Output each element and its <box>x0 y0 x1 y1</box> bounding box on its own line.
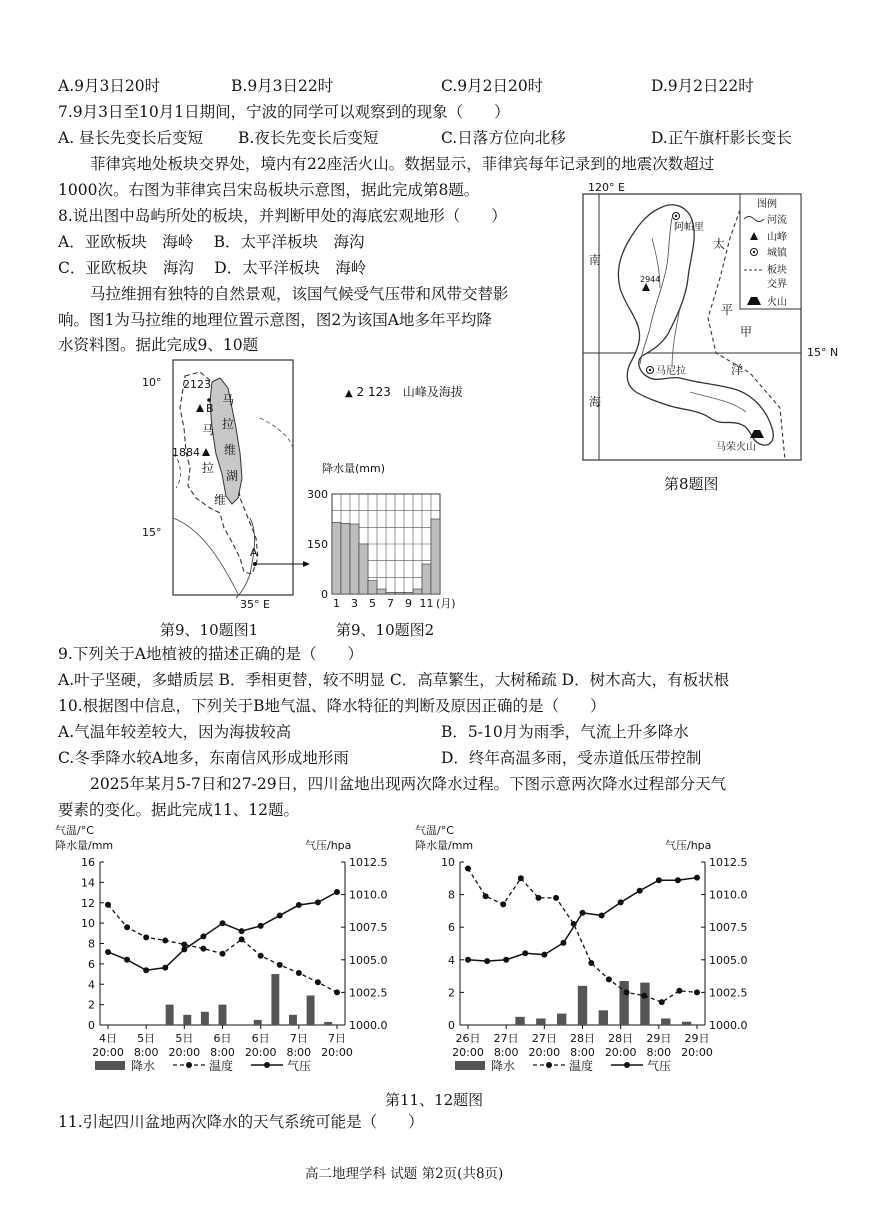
wc1-pressure-point <box>296 902 302 908</box>
wc2-ytick-left: 4 <box>448 953 455 967</box>
precip-bar <box>341 523 350 594</box>
legend-town: 城镇 <box>767 248 787 259</box>
q11-stem: 11.引起四川盆地两次降水的天气系统可能是（ ） <box>58 1113 424 1131</box>
q8-options-ab: A．亚欧板块 海岭 B．太平洋板块 海沟 <box>58 233 365 251</box>
wc1-ytick-right: 1005.0 <box>349 953 388 967</box>
wc1-ytick-left: 4 <box>88 978 95 992</box>
precip-xtick: 5 <box>369 597 376 610</box>
wc2-pressure-point <box>541 952 547 958</box>
wc1-legend-temp-dot <box>186 1062 192 1068</box>
ocean-2: 平 <box>721 303 734 317</box>
intro8-line1: 菲律宾地处板块交界处，境内有22座活火山。数据显示，菲律宾每年记录到的地震次数超过 <box>90 155 715 173</box>
wc2-xtick-time: 20:00 <box>452 1046 484 1059</box>
wc1-pressure-point <box>105 949 111 955</box>
wc1-temp-point <box>315 979 321 985</box>
precip-xtick: 7 <box>387 597 394 610</box>
wc1-ytick-left: 10 <box>81 917 95 931</box>
wc2-legend-precip: 降水 <box>491 1059 516 1073</box>
wc1-ytick-left: 8 <box>88 937 95 951</box>
peak-2123-icon <box>196 404 204 412</box>
precip-bar <box>359 544 368 594</box>
wc1-xtick-time: 8:00 <box>133 1046 159 1059</box>
wc1-temp-point <box>334 989 340 995</box>
wc2-precip-bar <box>557 1014 566 1025</box>
precip-xlabel: (月) <box>436 597 456 610</box>
wc2-precip-bar <box>578 986 587 1025</box>
wc2-precip-bar <box>599 1010 608 1025</box>
precip-bar <box>368 581 377 594</box>
wc1-ylabel-temp: 气温/°C <box>55 824 94 837</box>
wc1-legend-pressure: 气压 <box>287 1059 312 1073</box>
wc1-precip-bar <box>219 1005 227 1025</box>
precip-bar <box>413 589 422 594</box>
wc1-ytick-left: 14 <box>81 876 95 890</box>
wc2-legend-pressure-dot <box>624 1062 630 1068</box>
legend-river: 河流 <box>767 215 787 226</box>
wc1-precip-bar <box>271 974 279 1025</box>
peak-1884-icon <box>202 448 210 456</box>
wc1-xtick-time: 8:00 <box>210 1046 235 1059</box>
precip-chart <box>300 460 470 610</box>
wc1-temp-point <box>239 936 245 942</box>
wc2-temp-point <box>694 989 700 995</box>
wc2-ytick-left: 0 <box>448 1019 455 1032</box>
peak-legend-icon: ▲ <box>345 388 353 399</box>
wc2-temp-point <box>641 993 647 999</box>
wc1-ytick-right: 1000.0 <box>349 1019 388 1032</box>
legend-title: 图例 <box>757 199 777 210</box>
wc1-temp-line <box>108 905 337 993</box>
wc1-precip-bar <box>201 1012 209 1025</box>
wc2-xtick-day: 28日 <box>570 1032 595 1045</box>
wc1-xtick-time: 20:00 <box>168 1046 201 1059</box>
wc1-temp-point <box>220 951 226 957</box>
weather-chart-2 <box>415 822 785 1082</box>
peak-1884: 1884 <box>172 446 200 459</box>
wc1-ytick-right: 1012.5 <box>349 856 388 869</box>
wc2-legend-precip-swatch <box>455 1061 485 1070</box>
wc1-pressure-point <box>162 965 168 971</box>
wc1-precip-bar <box>254 1020 262 1025</box>
wc1-ytick-left: 0 <box>88 1019 95 1032</box>
legend-volcano: 火山 <box>767 297 787 308</box>
wc1-temp-point <box>296 970 302 976</box>
wc2-ylabel-pressure: 气压/hpa <box>665 839 712 852</box>
wc1-xtick-day: 6日 <box>251 1032 270 1045</box>
lake-char-3: 维 <box>224 443 237 457</box>
precip-bar <box>395 592 404 594</box>
fig9-caption2: 第9、10题图2 <box>336 621 435 639</box>
lat-10-label: 10° <box>142 376 162 389</box>
peak-legend-text: 2 123 山峰及海拔 <box>356 385 463 399</box>
q10-option-d: D．终年高温多雨，受赤道低压带控制 <box>441 749 702 767</box>
lake-char-4: 湖 <box>226 469 239 483</box>
wc1-xtick-time: 20:00 <box>321 1046 353 1059</box>
wc2-pressure-point <box>465 957 471 963</box>
wc1-temp-point <box>162 937 168 943</box>
wc2-xtick-time: 8:00 <box>570 1046 595 1059</box>
wc2-pressure-point <box>618 899 624 905</box>
wc1-legend-temp: 温度 <box>209 1059 234 1073</box>
wc2-xtick-day: 27日 <box>493 1032 519 1045</box>
q10-option-b: B．5-10月为雨季，气流上升多降水 <box>441 723 689 741</box>
ocean-1: 太 <box>713 237 726 251</box>
lake-char-2: 拉 <box>222 417 235 431</box>
wc1-precip-bar <box>307 995 315 1025</box>
precip-xtick: 11 <box>419 597 434 610</box>
wc1-temp-point <box>200 946 206 952</box>
wc2-pressure-point <box>560 940 566 946</box>
wc1-pressure-point <box>124 957 130 963</box>
precip-bar <box>350 524 359 594</box>
intro11-line1: 2025年某月5-7日和27-29日，四川盆地出现两次降水过程。下图示意两次降水过程部分天气 <box>90 775 727 793</box>
q9-stem: 9.下列关于A地植被的描述正确的是（ ） <box>58 645 363 663</box>
wc1-xtick-day: 6日 <box>213 1032 232 1045</box>
wc2-pressure-point <box>656 877 662 883</box>
wc2-xtick-day: 27日 <box>531 1032 557 1045</box>
wc2-temp-point <box>676 988 682 994</box>
wc1-pressure-point <box>315 899 321 905</box>
wc1-xtick-time: 8:00 <box>286 1046 312 1059</box>
wc2-pressure-point <box>599 912 605 918</box>
wc2-xtick-day: 29日 <box>684 1032 710 1045</box>
wc1-pressure-line <box>108 892 337 970</box>
wc1-pressure-point <box>220 920 226 926</box>
wc2-legend-temp: 温度 <box>569 1059 594 1073</box>
wc1-xtick-time: 20:00 <box>92 1046 124 1059</box>
wc2-temp-point <box>606 976 612 982</box>
precip-bar <box>431 519 440 594</box>
peak-legend <box>345 383 463 400</box>
wc1-pressure-point <box>181 946 187 952</box>
precip-ylabel: 降水量(mm) <box>322 462 386 475</box>
wc2-xtick-day: 26日 <box>455 1032 481 1045</box>
q10-option-a: A.气温年较差较大，因为海拔较高 <box>58 723 292 741</box>
q7-option-b: B.夜长先变长后变短 <box>238 129 379 147</box>
wc2-temp-point <box>518 875 524 881</box>
legend-plate: 板块 <box>767 265 787 276</box>
wc2-temp-point <box>588 960 594 966</box>
precip-bar <box>386 592 395 594</box>
south-sea-2: 海 <box>589 395 602 409</box>
precip-xtick: 9 <box>405 597 412 610</box>
wc2-xtick-day: 28日 <box>608 1032 634 1045</box>
intro9-line1: 马拉维拥有独特的自然景观，该国气候受气压带和风带交替影 <box>90 285 509 303</box>
wc1-precip-bar <box>183 1015 191 1025</box>
wc2-ytick-right: 1012.5 <box>709 856 748 869</box>
wc2-temp-line <box>468 869 697 1003</box>
wc1-ytick-left: 12 <box>81 896 95 910</box>
malawi-map <box>140 358 310 613</box>
wc2-precip-bar <box>640 983 649 1025</box>
weather-chart-1 <box>55 822 425 1082</box>
lake-char-1: 马 <box>222 393 235 407</box>
wc1-ytick-left: 16 <box>81 856 95 869</box>
wc1-temp-point <box>124 924 130 930</box>
wc2-ylabel-precip: 降水量/mm <box>415 839 474 852</box>
wc1-xtick-day: 7日 <box>289 1032 308 1045</box>
wc2-ytick-right: 1002.5 <box>709 986 748 1000</box>
q9-options: A.叶子坚硬，多蜡质层 B．季相更替，较不明显 C．高草繁生，大树稀疏 D．树木高大，有板状根 <box>58 671 730 689</box>
wc1-precip-bar <box>324 1022 332 1025</box>
country-char-1: 马 <box>202 423 215 437</box>
wc2-ytick-left: 10 <box>441 856 455 869</box>
wc2-temp-point <box>659 999 665 1005</box>
wc2-pressure-point <box>503 957 509 963</box>
q10-stem: 10.根据图中信息，下列关于B地气温、降水特征的判断及原因正确的是（ ） <box>58 697 606 715</box>
peak-2123: 2123 <box>183 378 211 391</box>
wc2-ytick-right: 1010.0 <box>709 888 748 902</box>
q6-option-a: A.9月3日20时 <box>58 77 161 95</box>
wc1-precip-bar <box>289 1015 297 1025</box>
wc2-xtick-day: 29日 <box>646 1032 672 1045</box>
q8-options-cd: C．亚欧板块 海沟 D．太平洋板块 海岭 <box>58 259 367 277</box>
wc2-pressure-line <box>468 878 697 961</box>
wc2-temp-point <box>535 895 541 901</box>
precip-ytick: 0 <box>321 588 328 601</box>
wc2-legend-temp-dot <box>546 1062 552 1068</box>
wc2-pressure-point <box>637 888 643 894</box>
wc2-pressure-point <box>580 910 586 916</box>
wc2-pressure-point <box>522 950 528 956</box>
weather-caption: 第11、12题图 <box>385 1091 484 1109</box>
legend-border: 交界 <box>767 279 787 290</box>
wc1-ytick-right: 1002.5 <box>349 986 388 1000</box>
precip-bar <box>332 522 341 594</box>
legend-peak: 山峰 <box>767 232 787 243</box>
point-b-label: B <box>206 402 214 415</box>
point-a-icon <box>253 562 257 566</box>
precip-bar <box>377 589 386 594</box>
wc1-precip-bar <box>166 1005 174 1025</box>
wc1-temp-point <box>143 934 149 940</box>
wc2-ytick-left: 8 <box>448 888 455 902</box>
wc2-temp-point <box>465 866 471 872</box>
precip-xtick: 3 <box>351 597 358 610</box>
wc1-ytick-left: 2 <box>88 998 95 1012</box>
wc1-pressure-point <box>239 928 245 934</box>
wc1-ytick-right: 1007.5 <box>349 921 388 935</box>
wc2-precip-bar <box>515 1017 524 1025</box>
intro11-line2: 要素的变化。据此完成11、12题。 <box>58 801 299 819</box>
intro9-line2: 响。图1为马拉维的地理位置示意图，图2为该国A地多年平均降 <box>58 311 492 329</box>
wc2-temp-point <box>483 893 489 899</box>
q7-option-d: D.正午旗杆影长变长 <box>651 129 792 147</box>
wc2-precip-bar <box>682 1022 691 1025</box>
wc1-ylabel-pressure: 气压/hpa <box>305 839 352 852</box>
intro8-line2: 1000次。右图为菲律宾吕宋岛板块示意图，据此完成第8题。 <box>58 181 480 199</box>
wc2-ytick-right: 1005.0 <box>709 953 748 967</box>
wc2-precip-bar <box>536 1018 545 1025</box>
south-sea-1: 南 <box>589 253 602 267</box>
q7-stem: 7.9月3日至10月1日期间，宁波的同学可以观察到的现象（ ） <box>58 103 510 121</box>
lat-15n-label: 15° N <box>807 346 839 359</box>
q6-option-c: C.9月2日20时 <box>441 77 544 95</box>
q10-option-c: C.冬季降水较A地多，东南信风形成地形雨 <box>58 749 349 767</box>
q7-option-c: C.日落方位向北移 <box>441 129 566 147</box>
point-a-label: A <box>250 546 258 559</box>
wc1-xtick-day: 7日 <box>328 1032 346 1045</box>
wc2-xtick-time: 20:00 <box>604 1046 637 1059</box>
q6-option-d: D.9月2日22时 <box>651 77 754 95</box>
wc2-ytick-left: 2 <box>448 986 455 1000</box>
wc1-ytick-right: 1010.0 <box>349 888 388 902</box>
wc2-xtick-time: 8:00 <box>646 1046 672 1059</box>
intro9-line3: 水资料图。据此完成9、10题 <box>58 336 259 354</box>
wc1-pressure-point <box>334 889 340 895</box>
q6-option-b: B.9月3日22时 <box>231 77 334 95</box>
q7-option-a: A. 昼长先变长后变短 <box>58 129 204 147</box>
wc2-legend-pressure: 气压 <box>647 1059 672 1073</box>
precip-ytick: 300 <box>307 488 328 501</box>
wc1-ytick-left: 6 <box>88 957 95 971</box>
fig9-caption1: 第9、10题图1 <box>160 621 259 639</box>
wc1-pressure-point <box>143 967 149 973</box>
lat-15-label: 15° <box>142 526 162 539</box>
wc1-pressure-point <box>258 923 264 929</box>
wc2-pressure-point <box>694 875 700 881</box>
precip-xtick: 1 <box>333 597 340 610</box>
wc1-temp-point <box>105 902 111 908</box>
luzon-map <box>580 178 805 463</box>
wc1-temp-point <box>277 962 283 968</box>
wc2-pressure-point <box>675 877 681 883</box>
wc1-pressure-point <box>200 933 206 939</box>
wc2-ytick-right: 1000.0 <box>709 1019 748 1032</box>
wc1-legend-precip-swatch <box>95 1061 125 1070</box>
wc1-ylabel-precip: 降水量/mm <box>55 839 114 852</box>
wc2-pressure-point <box>484 958 490 964</box>
wc2-xtick-time: 20:00 <box>681 1046 713 1059</box>
lon-35-label: 35° E <box>240 598 270 611</box>
wc1-legend-precip: 降水 <box>131 1059 156 1073</box>
jia-label: 甲 <box>740 325 753 339</box>
wc2-xtick-time: 8:00 <box>493 1046 519 1059</box>
map8-caption: 第8题图 <box>664 475 719 493</box>
wc2-precip-bar <box>661 1018 670 1025</box>
lon-label: 120° E <box>588 181 625 194</box>
wc1-xtick-time: 20:00 <box>244 1046 277 1059</box>
wc2-ytick-right: 1007.5 <box>709 921 748 935</box>
wc2-temp-point <box>553 895 559 901</box>
wc1-xtick-day: 4日 <box>99 1032 117 1045</box>
town-aparri: 阿帕里 <box>674 222 704 233</box>
wc1-legend-pressure-dot <box>264 1062 270 1068</box>
town-manila: 马尼拉 <box>656 366 686 377</box>
wc2-xtick-time: 20:00 <box>528 1046 561 1059</box>
page-footer: 高二地理学科 试题 第2页(共8页) <box>305 1166 504 1182</box>
wc2-temp-point <box>500 901 506 907</box>
wc2-ylabel-temp: 气温/°C <box>415 824 454 837</box>
wc1-xtick-day: 5日 <box>175 1032 194 1045</box>
mayon-volcano: 马荣火山 <box>716 442 756 453</box>
precip-ytick: 150 <box>307 538 328 551</box>
ocean-3: 洋 <box>731 363 744 377</box>
wc1-xtick-day: 5日 <box>137 1032 156 1045</box>
wc2-temp-point <box>624 989 630 995</box>
peak-2944: 2944 <box>640 275 661 284</box>
wc2-ytick-left: 6 <box>448 921 455 935</box>
wc1-temp-point <box>258 953 264 959</box>
wc1-pressure-point <box>277 912 283 918</box>
precip-bar <box>422 564 431 594</box>
country-char-2: 拉 <box>202 461 215 475</box>
q8-stem: 8.说出图中岛屿所处的板块，并判断甲处的海底宏观地形（ ） <box>58 207 507 225</box>
precip-bar <box>404 592 413 594</box>
country-char-3: 维 <box>214 493 227 507</box>
